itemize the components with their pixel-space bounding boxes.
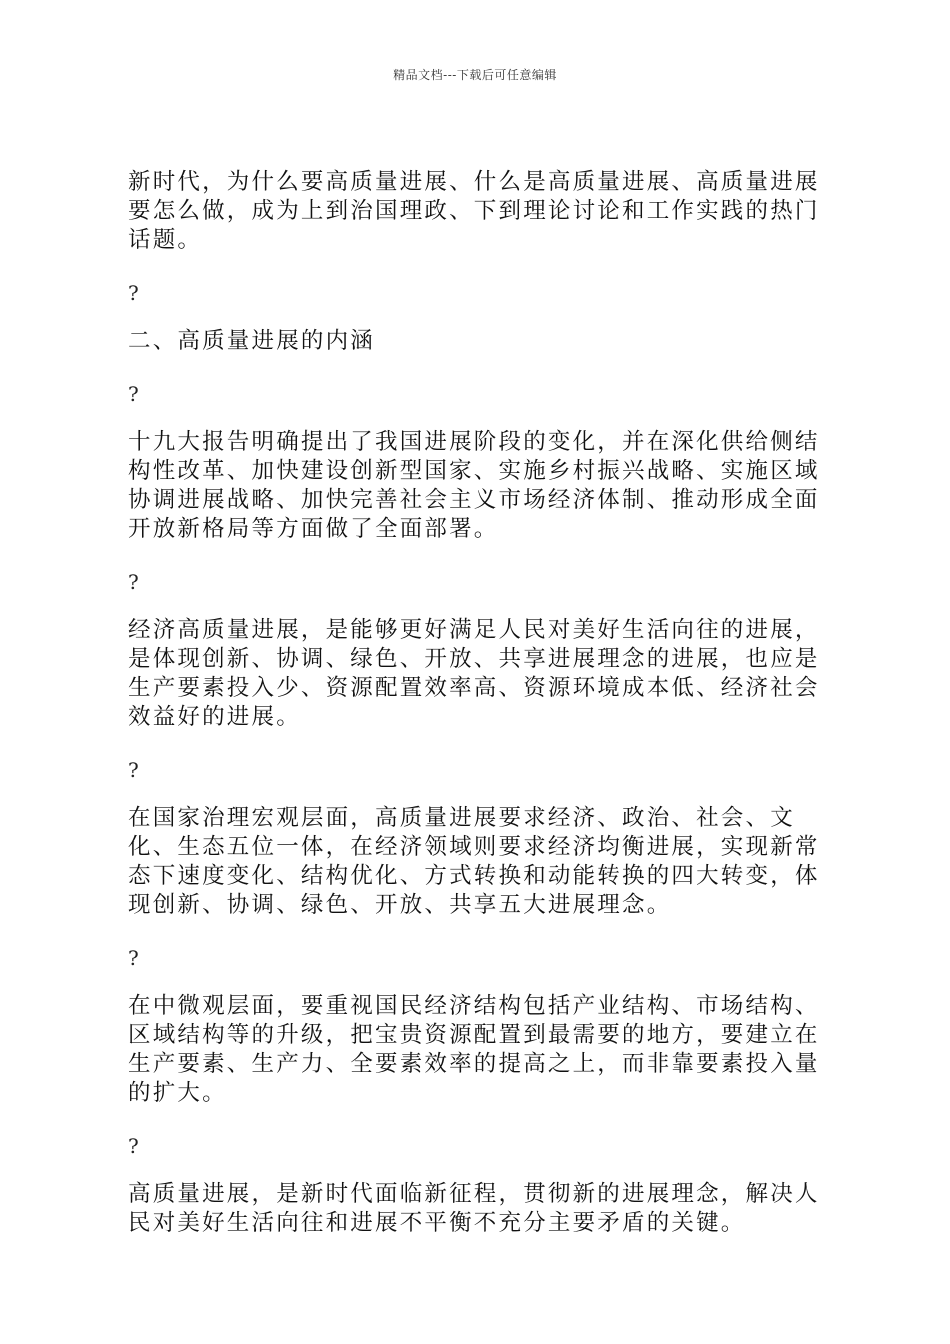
placeholder-mark: ?	[128, 946, 139, 970]
paragraph-macro: 在国家治理宏观层面，高质量进展要求经济、政治、社会、文化、生态五位一体，在经济领域则要求经济均衡进展，实现新常态下速度变化、结构优化、方式转换和动能转换的四大转变，体现创新、协调、绿色、开放、共享五大进展理念。	[128, 805, 820, 918]
page-header: 精品文档---下载后可任意编辑	[393, 68, 557, 82]
paragraph-report: 十九大报告明确提出了我国进展阶段的变化，并在深化供给侧结构性改革、加快建设创新型国家、实施乡村振兴战略、实施区域协调进展战略、加快完善社会主义市场经济体制、推动形成全面开放新格局等方面做了全面部署。	[128, 429, 820, 542]
placeholder-mark: ?	[128, 281, 139, 305]
placeholder-mark: ?	[128, 570, 139, 594]
placeholder-mark: ?	[128, 1134, 139, 1158]
section-heading: 二、高质量进展的内涵	[128, 328, 376, 354]
paragraph-conclusion: 高质量进展，是新时代面临新征程，贯彻新的进展理念，解决人民对美好生活向往和进展不平衡不充分主要矛盾的关键。	[128, 1181, 820, 1236]
document-body	[128, 168, 832, 1238]
placeholder-mark: ?	[128, 382, 139, 406]
paragraph-micro: 在中微观层面，要重视国民经济结构包括产业结构、市场结构、区域结构等的升级，把宝贵资源配置到最需要的地方，要建立在生产要素、生产力、全要素效率的提高之上，而非靠要素投入量的扩大。	[128, 993, 820, 1106]
paragraph-economic: 经济高质量进展，是能够更好满足人民对美好生活向往的进展，是体现创新、协调、绿色、开放、共享进展理念的进展，也应是生产要素投入少、资源配置效率高、资源环境成本低、经济社会效益好的进展。	[128, 617, 820, 730]
paragraph-intro: 新时代，为什么要高质量进展、什么是高质量进展、高质量进展要怎么做，成为上到治国理政、下到理论讨论和工作实践的热门话题。	[128, 169, 820, 253]
placeholder-mark: ?	[128, 758, 139, 782]
